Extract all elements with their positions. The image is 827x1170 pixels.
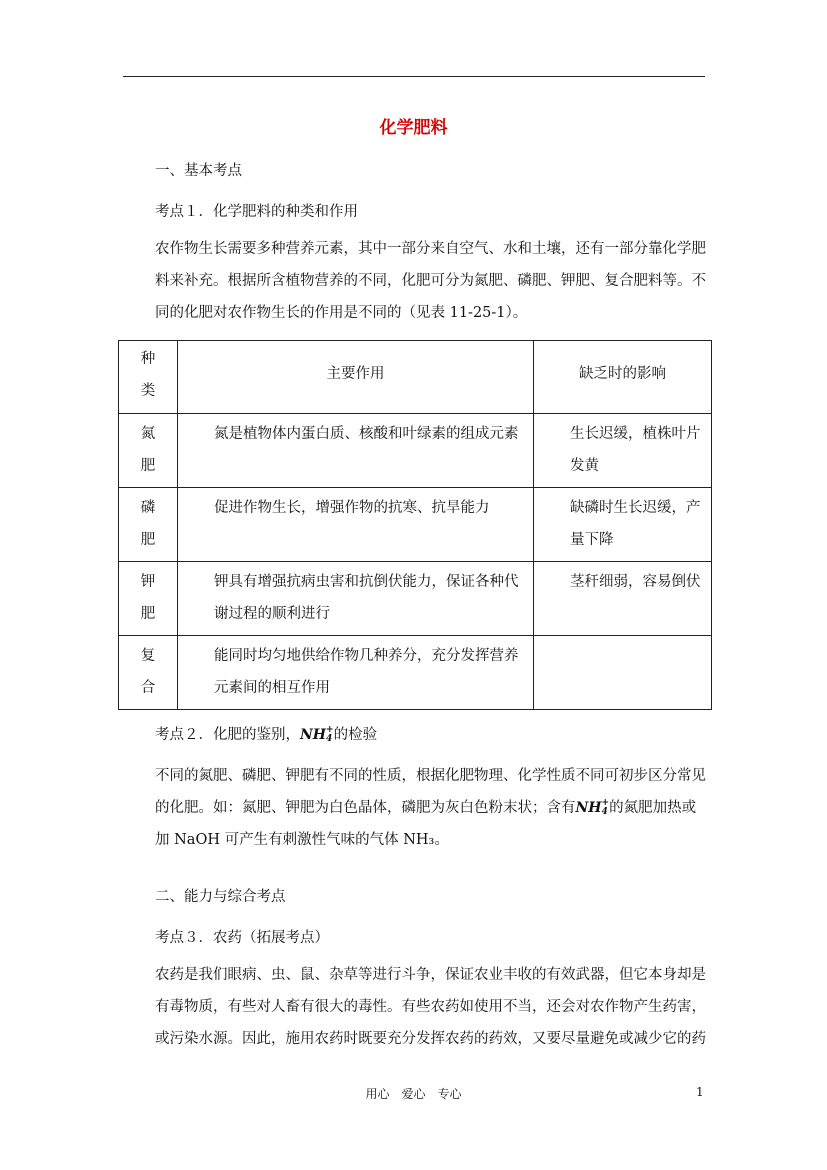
table-row (119, 562, 712, 636)
page-title: 化学肥料 (379, 118, 448, 138)
cell-effect: 氮是植物体内蛋白质、核酸和叶绿素的组成元素 (214, 426, 519, 442)
cell-lack: 缺磷时生长迟缓，产量下降 (570, 500, 701, 548)
section-heading-2: 二、能力与综合考点 (155, 889, 286, 905)
header-kind: 种类 (140, 351, 156, 399)
cell-kind: 复合 (140, 648, 156, 696)
paragraph-line: 农作物生长需要多种营养元素，其中一部分来自空气、水和土壤，还有一部分靠化学肥 (155, 241, 706, 257)
paragraph-line: 料来补充。根据所含植物营养的不同，化肥可分为氮肥、磷肥、钾肥、复合肥料等。不 (155, 273, 706, 289)
cell-effect: 钾具有增强抗病虫害和抗倒伏能力，保证各种代谢过程的顺利进行 (214, 574, 519, 622)
cell-lack (534, 636, 711, 640)
paragraph-2 (155, 760, 715, 856)
ammonium-ion (300, 727, 334, 743)
paragraph-3 (155, 959, 715, 1055)
point-2-text: 考点２．化肥的鉴别， (155, 727, 300, 743)
ammonium-ion (576, 800, 610, 816)
cell-lack: 茎秆细弱，容易倒伏 (570, 574, 701, 590)
page-footer: 用心 爱心 专心 (365, 1087, 462, 1101)
ion-charge: + (601, 798, 610, 808)
cell-kind: 氮肥 (140, 426, 156, 474)
header-rule (123, 76, 705, 77)
cell-effect: 能同时均匀地供给作物几种养分，充分发挥营养元素间的相互作用 (214, 648, 519, 696)
paragraph-line: 加 NaOH 可产生有刺激性气味的气体 NH₃。 (155, 832, 449, 848)
table-row (119, 414, 712, 488)
ion-subscript: 4 (326, 734, 333, 744)
paragraph-line: 或污染水源。因此，施用农药时既要充分发挥农药的药效，又要尽量避免或减少它的药 (155, 1031, 706, 1047)
cell-lack: 生长迟缓，植株叶片发黄 (570, 426, 701, 474)
paragraph-line: 有毒物质，有些对人畜有很大的毒性。有些农药如使用不当，还会对农作物产生药害， (155, 999, 706, 1015)
ion-charge: + (326, 725, 334, 735)
cell-kind: 钾肥 (140, 574, 156, 622)
paragraph-1 (155, 233, 715, 329)
section-heading-1: 一、基本考点 (155, 163, 242, 179)
fertilizer-table (118, 340, 712, 710)
point-2-text-end: 的检验 (333, 727, 378, 743)
paragraph-line: 不同的氮肥、磷肥、钾肥有不同的性质，根据化肥物理、化学性质不同可初步区分常见 (155, 768, 706, 784)
ion-base: NH (575, 800, 602, 816)
ion-base: NH (300, 727, 327, 743)
header-lack: 缺乏时的影响 (579, 366, 666, 382)
cell-kind: 磷肥 (140, 500, 156, 548)
paragraph-line (155, 792, 715, 824)
table-row (119, 488, 712, 562)
paragraph-text: 的氮肥加热或 (609, 800, 697, 816)
cell-effect: 促进作物生长，增强作物的抗寒、抗旱能力 (214, 500, 490, 516)
header-effect: 主要作用 (326, 366, 385, 382)
page-number: 1 (696, 1085, 704, 1099)
paragraph-line: 同的化肥对农作物生长的作用是不同的（见表 11-25-1）。 (155, 305, 528, 321)
point-1-heading: 考点１．化学肥料的种类和作用 (155, 204, 358, 220)
point-3-heading: 考点３．农药（拓展考点） (155, 930, 329, 946)
paragraph-text: 的化肥。如：氮肥、钾肥为白色晶体，磷肥为灰白色粉末状；含有 (155, 800, 576, 816)
table-header-row (119, 341, 712, 414)
paragraph-line: 农药是我们眼病、虫、鼠、杂草等进行斗争，保证农业丰收的有效武器，但它本身却是 (155, 967, 706, 983)
point-2-heading (155, 723, 377, 744)
table-row (119, 636, 712, 710)
ion-subscript: 4 (601, 807, 608, 817)
